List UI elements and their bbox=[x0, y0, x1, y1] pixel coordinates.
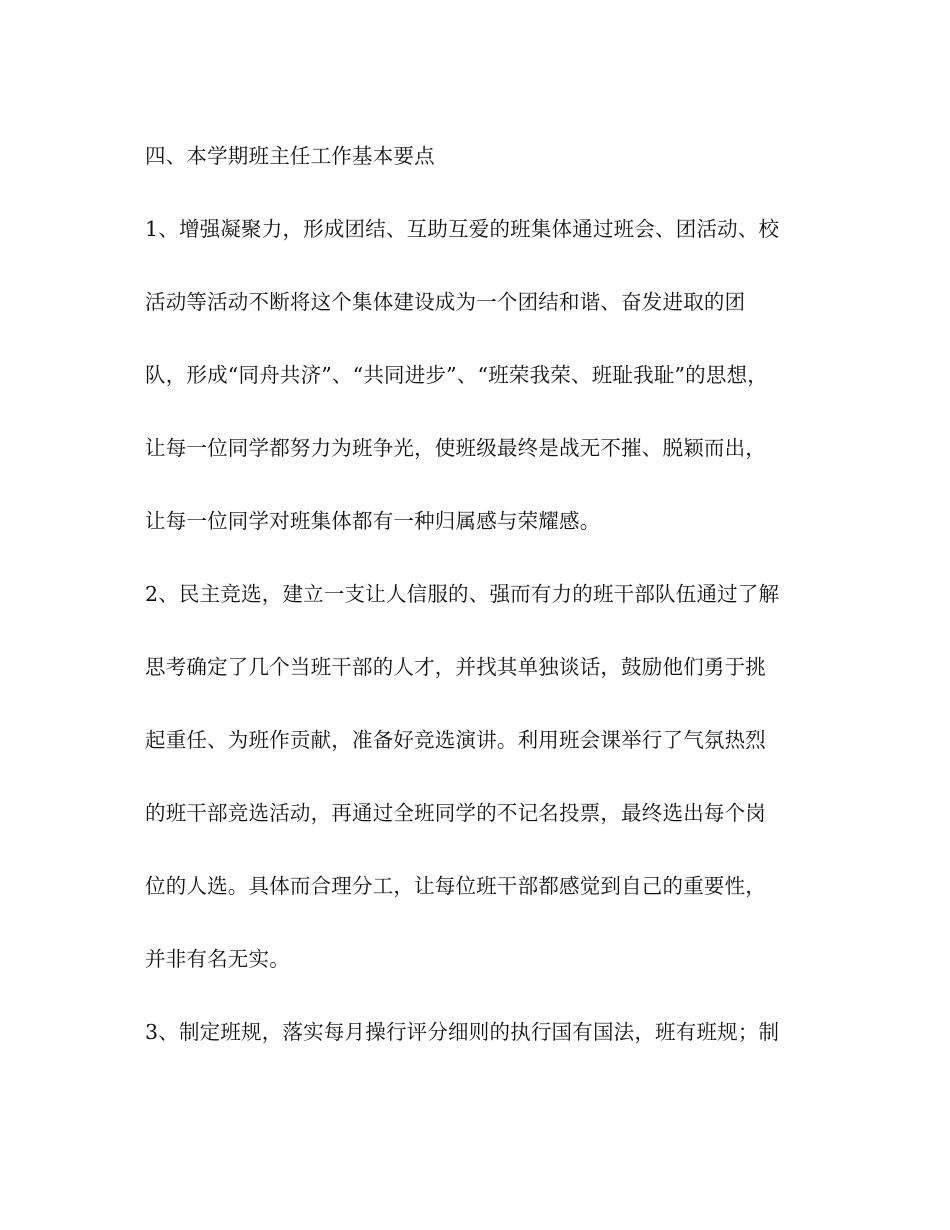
text-line: 1、增强凝聚力，形成团结、互助互爱的班集体通过班会、团活动、校 bbox=[145, 217, 780, 241]
text-line: 让每一位同学对班集体都有一种归属感与荣耀感。 bbox=[145, 509, 601, 533]
text-line: 位的人选。具体而合理分工，让每位班干部都感觉到自己的重要性， bbox=[145, 874, 766, 898]
text-line: 起重任、为班作贡献，准备好竞选演讲。利用班会课举行了气氛热烈 bbox=[145, 728, 766, 752]
text-line: 的班干部竞选活动，再通过全班同学的不记名投票，最终选出每个岗 bbox=[145, 801, 766, 825]
text-line: 思考确定了几个当班干部的人才，并找其单独谈话，鼓励他们勇于挑 bbox=[145, 655, 766, 679]
text-line: 2、民主竞选，建立一支让人信服的、强而有力的班干部队伍通过了解 bbox=[145, 582, 780, 606]
text-line: 让每一位同学都努力为班争光，使班级最终是战无不摧、脱颖而出， bbox=[145, 436, 766, 460]
text-line: 活动等活动不断将这个集体建设成为一个团结和谐、奋发进取的团 bbox=[145, 290, 746, 314]
text-line: 队，形成“同舟共济”、“共同进步”、“班荣我荣、班耻我耻”的思想， bbox=[145, 363, 768, 387]
section-heading: 四、本学期班主任工作基本要点 bbox=[145, 144, 435, 168]
text-line: 3、制定班规，落实每月操行评分细则的执行国有国法，班有班规；制 bbox=[145, 1020, 780, 1044]
text-line: 并非有名无实。 bbox=[145, 947, 290, 971]
